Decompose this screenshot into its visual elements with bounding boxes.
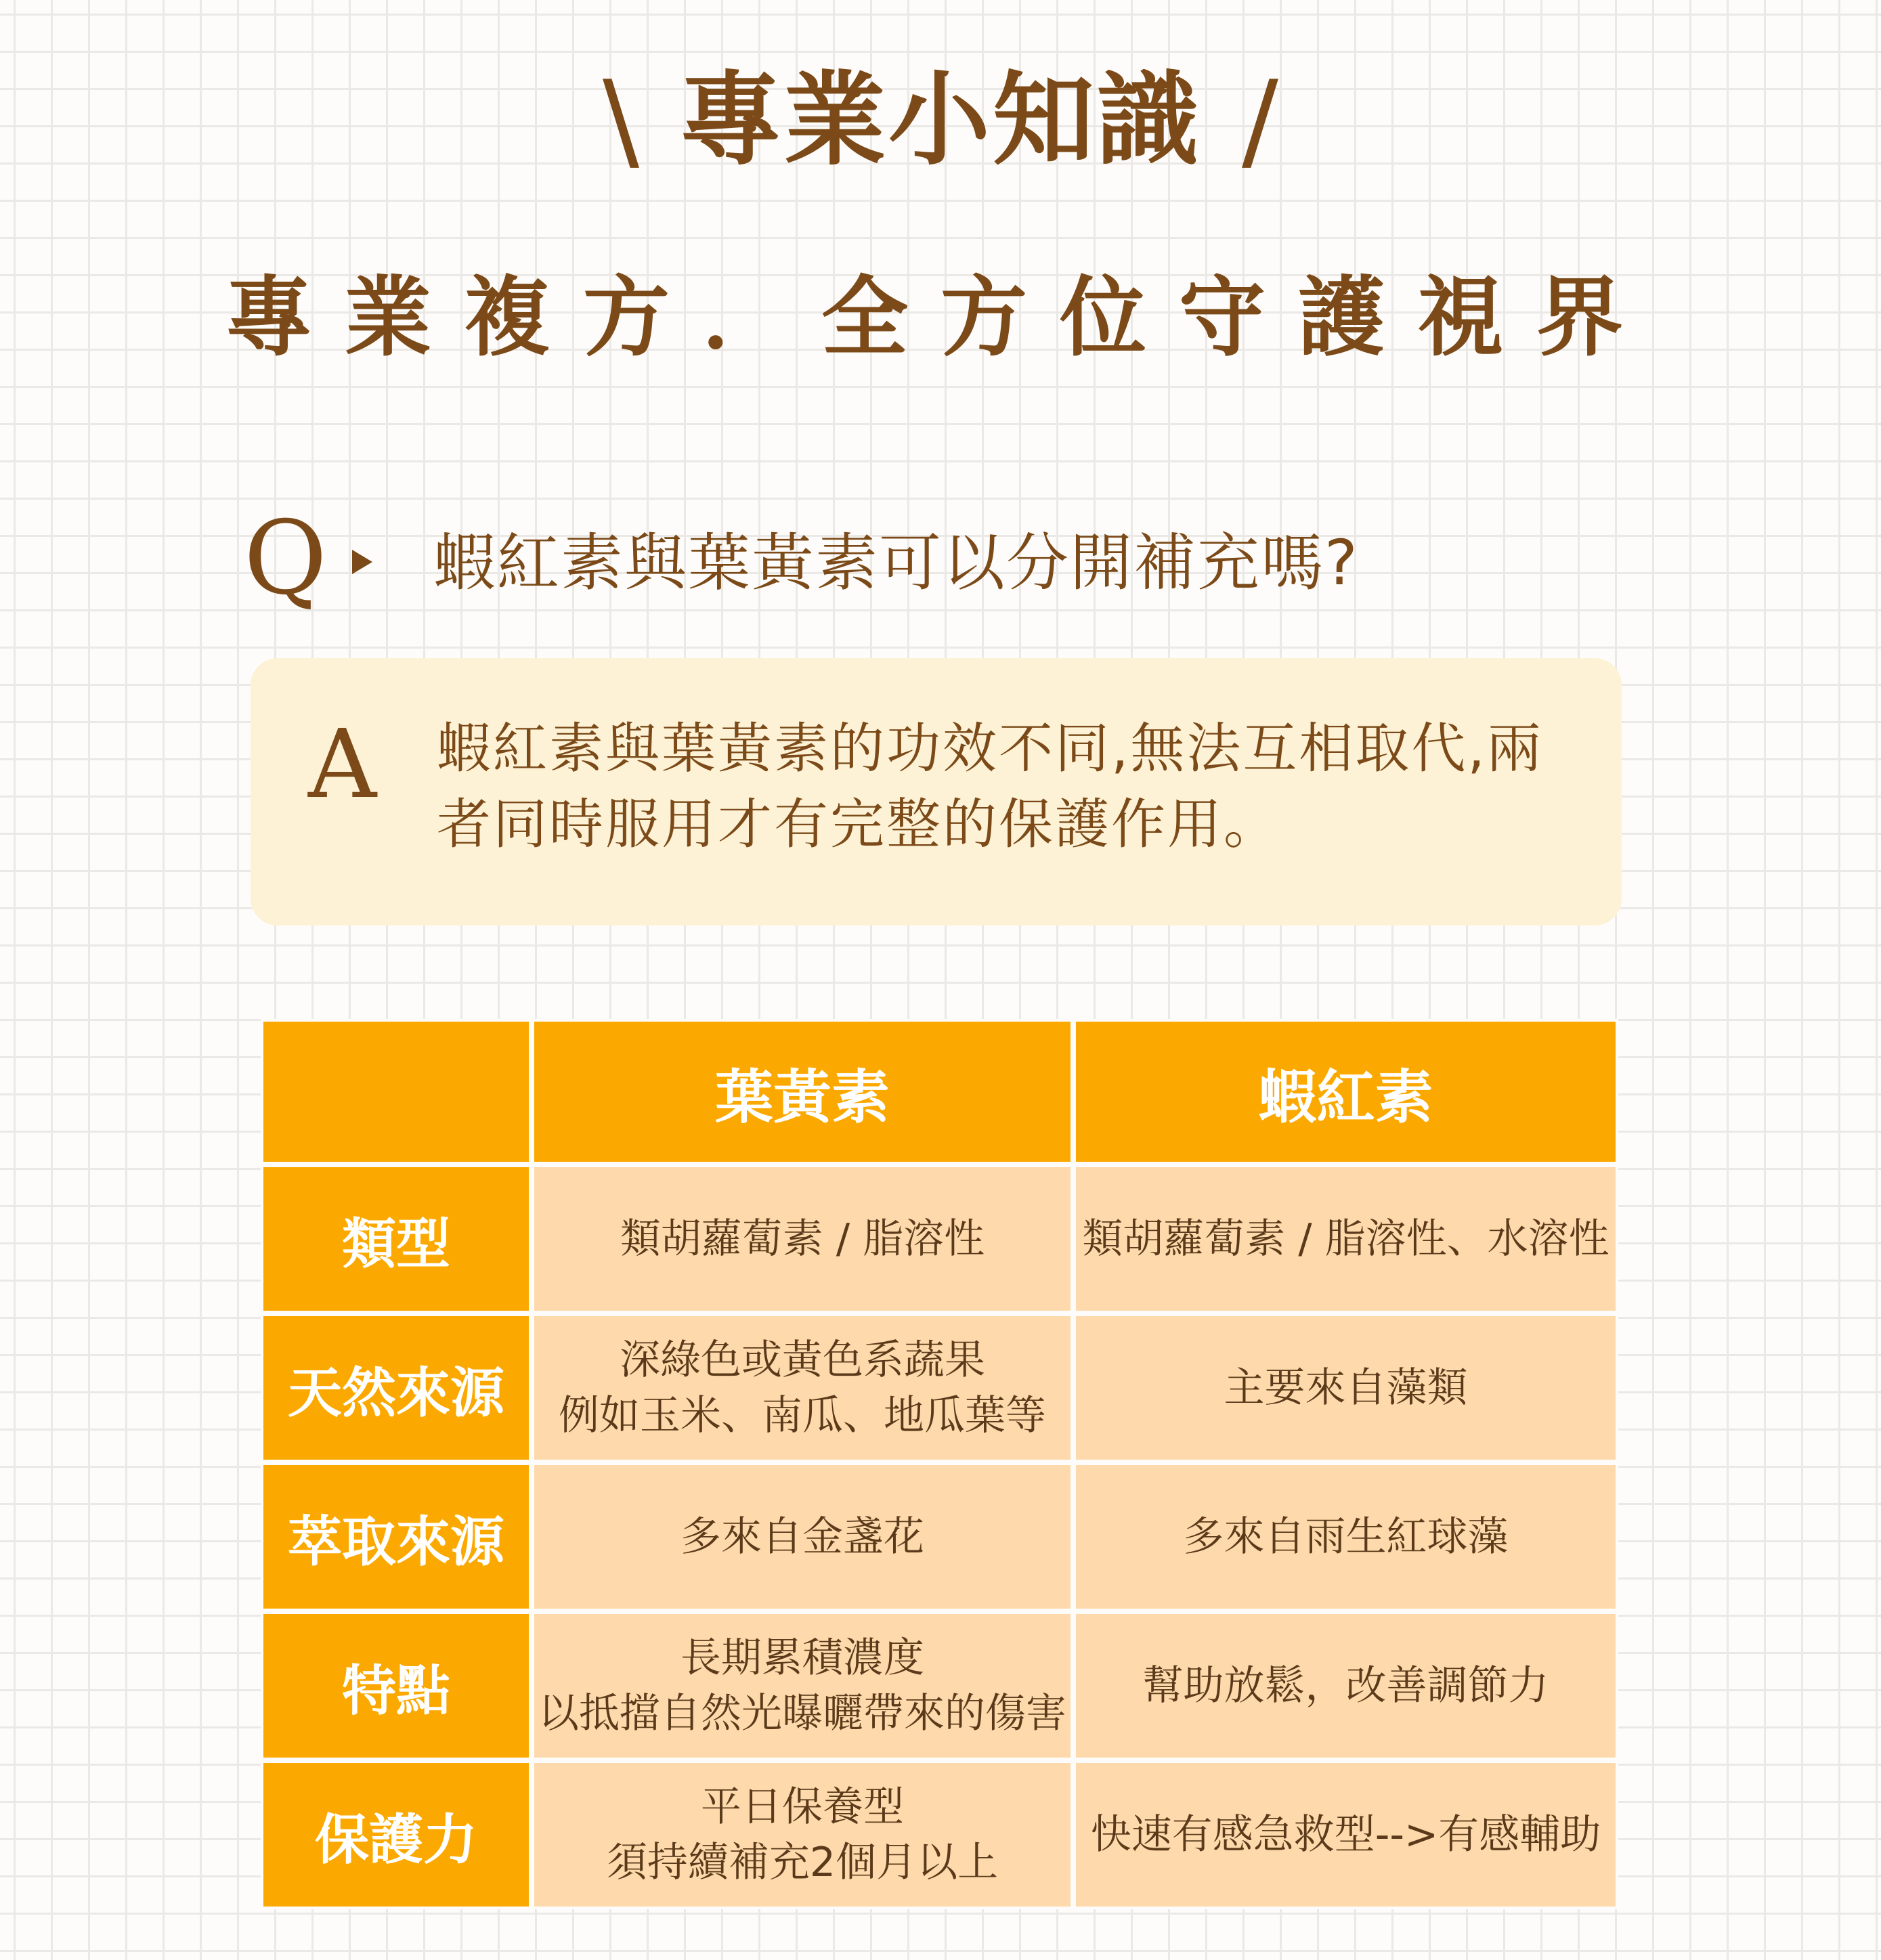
column-header-lutein: 葉黃素 [532,1019,1073,1164]
column-header-astaxanthin: 蝦紅素 [1073,1019,1618,1164]
answer-text: 蝦紅素與葉黃素的功效不同,無法互相取代,兩者同時服用才有完整的保護作用。 [437,717,1543,856]
table-corner-cell [261,1019,532,1164]
question-letter: Q [244,500,327,617]
page-subtitle: 專業複方．全方位守護視界 [225,267,1656,368]
row-header-features: 特點 [261,1611,532,1760]
question-text: 蝦紅素與葉黃素可以分開補充嗎? [433,527,1359,599]
table-cell: 類胡蘿蔔素 / 脂溶性、水溶性 [1073,1164,1618,1313]
answer-letter: A [308,710,377,820]
table-cell: 多來自雨生紅球藻 [1073,1462,1618,1611]
row-header-protection: 保護力 [261,1760,532,1909]
header-left-mark: \ [603,57,639,183]
page-title: 專業小知識 [679,62,1201,179]
table-cell: 深綠色或黃色系蔬果 例如玉米、南瓜、地瓜葉等 [532,1313,1073,1462]
header-right-mark: / [1242,57,1278,183]
table-cell: 類胡蘿蔔素 / 脂溶性 [532,1164,1073,1313]
section-header [0,53,1881,188]
triangle-right-icon [352,550,372,574]
comparison-table [261,1019,1618,1909]
row-header-extraction-source: 萃取來源 [261,1462,532,1611]
table-cell: 平日保養型 須持續補充2個月以上 [532,1760,1073,1909]
table-cell: 快速有感急救型-->有感輔助 [1073,1760,1618,1909]
table-cell: 長期累積濃度 以抵擋自然光曝曬帶來的傷害 [532,1611,1073,1760]
row-header-type: 類型 [261,1164,532,1313]
table-cell: 主要來自藻類 [1073,1313,1618,1462]
table-cell: 多來自金盞花 [532,1462,1073,1611]
table-cell: 幫助放鬆，改善調節力 [1073,1611,1618,1760]
row-header-natural-source: 天然來源 [261,1313,532,1462]
